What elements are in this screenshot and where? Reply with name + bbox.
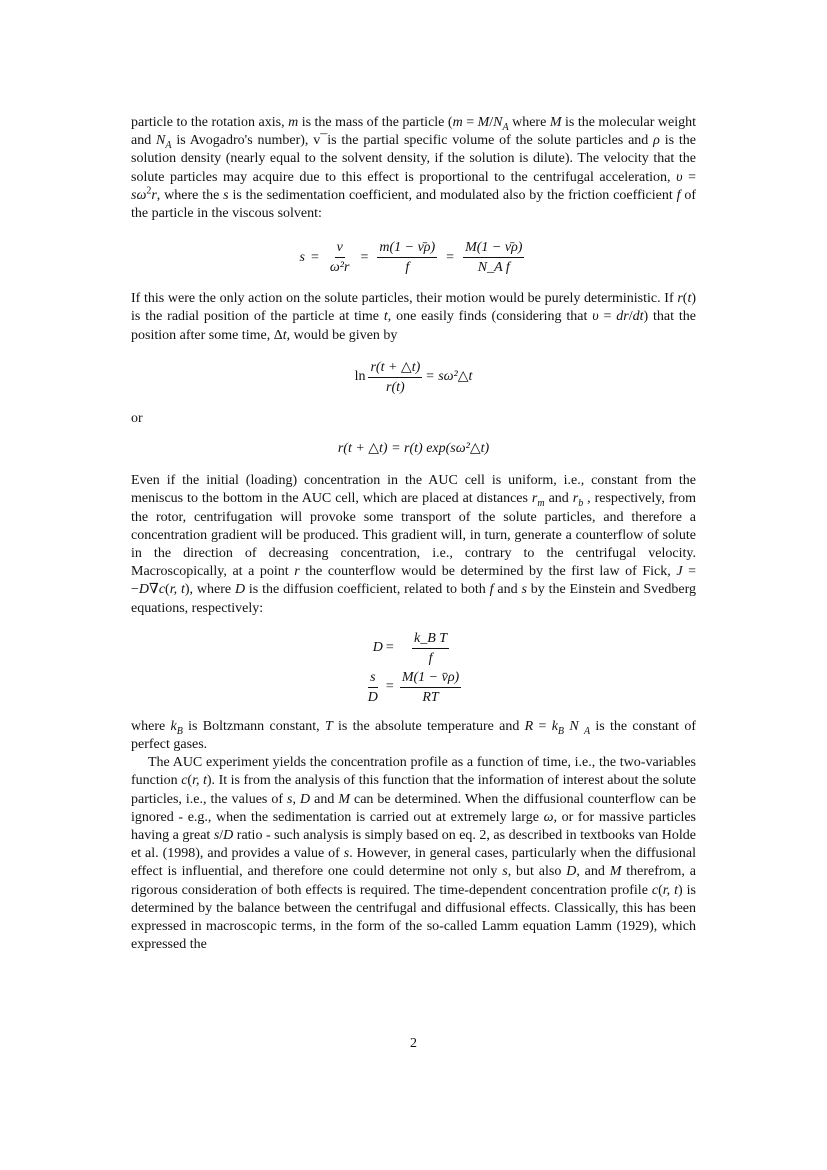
eq-s-fraction-3 [463, 239, 524, 276]
eq-ln-num: r(t + △t) [368, 359, 422, 378]
or-text: or [131, 410, 143, 426]
eq-s-f3-den: N_A f [477, 260, 510, 276]
eq-d-lhs: D [372, 640, 383, 656]
eq-ln-fn: ln [354, 369, 366, 385]
eq-s-fraction-2 [377, 239, 437, 276]
eq-sd-lhs-num: s [368, 669, 377, 688]
eq-sd-fraction [400, 669, 461, 706]
eq-ln-rhs: = sω²△t [425, 369, 473, 385]
eq-r-exp: r(t + △t) = r(t) exp(sω²△t) [337, 441, 490, 457]
paragraph-5: The AUC experiment yields the concentration profile as a function of time, i.e., the two-variables function c(r, t). It is from the analysis of this function that the information of interest about the solute particles, i.e., the values of s, D and M can be determined. When the diffusional counterflow can be ignored - e.g., when the sedimentation is carried out at extremely large ω, or for massive particles having a great s/D ratio - such analysis is simply based on eq. 2, as described in textbooks van Holde et al. (1998), and provides a value of s. However, in general cases, particularly when the diffusional effect is influential, and therefore one could determine not only s, but also D, and M therefrom, a rigorous consideration of both effects is required. The time-dependent concentration profile c(r, t) is determined by the balance between the centrifugal and diffusional effects. Classically, this has been expressed in macroscopic terms, in the form of the so-called Lamm equation Lamm (1929), which expressed the [131, 755, 697, 953]
paragraph-4: where $k_B$ is Boltzmann constant, T is the absolute temperature and $R = k_B$ N $_A$ is the constant of perfect gases. [131, 718, 696, 753]
eq-d-fraction [400, 630, 461, 667]
eq-d-num: k_B T [412, 630, 449, 649]
eq-sd-num: M(1 − v̄ρ) [400, 669, 461, 688]
eq-s-lhs: s [299, 249, 305, 265]
equation-sedimentation-coefficient: s = $\frac{\nu}{\text{ω²r}}$ = $\frac{m(1 - \nū\rho)}{f}$ = $\frac{M(1 - \nū\rho)}{\text{N\_A f}}$ [299, 240, 523, 276]
eq-s-f1-den: ω²r [329, 260, 350, 276]
paragraph-1: particle to the rotation axis, m is the mass of the particle ($m = M/N_A$ where M is the molecular weight and $N_A$ is Avogadro's number), v¯is the partial specific volume of the solute particles and ρ is the solution density (nearly equal to the solvent density, if the solution is dilute). The velocity that the solute particles may acquire due to this effect is proportional to the centrifugal acceleration, $\upsilon = s\omega^2r$, where the s is the sedimentation coefficient, and modulated also by the friction coefficient f of the particle in the viscous solvent: [131, 115, 697, 222]
paragraph-2: If this were the only action on the solute particles, their motion would be purely deterministic. If r(t) is the radial position of the particle at time t, one easily finds (considering that υ = dr/dt) that the position after some time, Δt, would be given by [131, 291, 696, 343]
page-number: 2 [410, 1036, 417, 1051]
equations-einstein-svedberg: D = $\frac{\text{k\_B T}}{f}$ $\frac{s}{D}$ = $\frac{M(1 - v̄\rho)}{RT}$ [131, 630, 696, 706]
eq-s-f1-num: ν [335, 239, 345, 258]
eq-s-f3-num: M(1 − ν̄ρ) [463, 239, 524, 258]
eq-sd-lhs-den: D [367, 689, 378, 705]
eq-sd-lhs-fraction [366, 669, 380, 706]
paragraph-3: Even if the initial (loading) concentration in the AUC cell is uniform, i.e., constant from the meniscus to the bottom in the AUC cell, which are placed at distances $r_m$ and $r_b$ , respectively, from the rotor, centrifugation will provoke some transport of the solute particles, and therefore a concentration gradient will be produced. This gradient will, in turn, generate a counterflow of solute in the direction of decreasing concentration, i.e., contrary to the centrifugal velocity. Macroscopically, at a point r the counterflow would be determined by the first law of Fick, J = −D∇c(r, t), where D is the diffusion coefficient, related to both f and s by the Einstein and Svedberg equations, respectively: [131, 473, 697, 616]
eq-s-fraction-1 [328, 239, 352, 276]
eq-ln-fraction [368, 359, 422, 396]
eq-ln-den: r(t) [386, 379, 405, 395]
eq-sd-den: RT [422, 689, 439, 705]
page-body [131, 114, 696, 955]
equation-log-position [131, 359, 696, 396]
eq-d-den: f [428, 650, 433, 666]
eq-s-f2-den: f [405, 260, 410, 276]
eq-s-f2-num: m(1 − ν̄ρ) [377, 239, 437, 258]
equation-exponential-position [131, 440, 696, 458]
